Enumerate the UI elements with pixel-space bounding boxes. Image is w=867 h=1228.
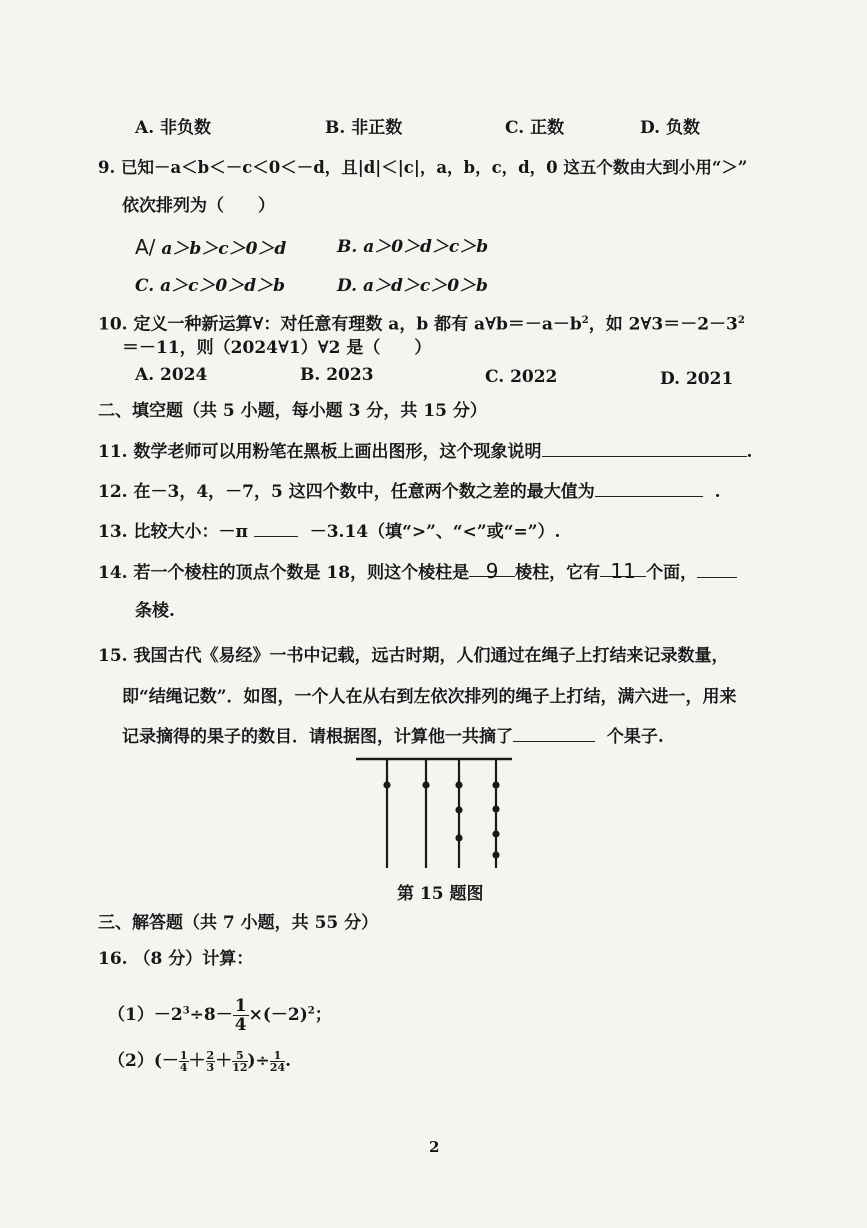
q8-option-c: C. 正数 [505, 118, 565, 138]
q12: 12. 在－3，4，－7，5 这四个数中，任意两个数之差的最大值为 . [98, 482, 721, 502]
q12-answer-blank[interactable] [595, 480, 703, 497]
q9-option-d: D. a＞d＞c＞0＞b [337, 276, 488, 296]
knot [455, 834, 462, 841]
figure-caption: 第 15 题图 [397, 884, 484, 904]
q9-option-b: B. a＞0＞d＞c＞b [337, 237, 489, 257]
q8-option-b: B. 非正数 [325, 118, 403, 138]
q16-title: 16. （8 分）计算： [98, 949, 254, 969]
q14-answer-blank-3[interactable] [697, 561, 737, 578]
q15-answer-blank[interactable] [513, 725, 595, 742]
page-number: 2 [429, 1138, 440, 1156]
fraction: $\frac{1}{4}$ [179, 1049, 188, 1074]
q13: 13. 比较大小：－π －3.14（填“>”、“<”或“=”）. [98, 522, 561, 542]
q16-part1: $(1)-2^3\div 8-$ $\frac{1}{4}$ $\times(-2)^2$； [108, 996, 332, 1035]
q8-option-d: D. 负数 [640, 118, 700, 138]
q15-line3: 记录摘得的果子的数目．请根据图，计算他一共摘了 个果子. [122, 727, 664, 747]
q9-option-a: A/ a＞b＞c＞0＞d [135, 235, 287, 259]
q11: 11. 数学老师可以用粉笔在黑板上画出图形，这个现象说明 . [98, 442, 753, 462]
q9-stem-line1: 9. 已知－a＜b＜－c＜0＜－d，且|d|＜|c|，a，b，c，d，0 这五个数由大到小用“＞” [98, 158, 748, 177]
q15-line2: 即“结绳记数”．如图，一个人在从右到左依次排列的绳子上打结，满六进一，用来 [122, 687, 737, 707]
q14: 14. 若一个棱柱的顶点个数是 18，则这个棱柱是 9 棱柱，它有 11 个面， [98, 560, 737, 584]
q14-line2: 条棱. [135, 601, 175, 621]
q11-answer-blank[interactable] [542, 440, 747, 457]
q15-line1: 15. 我国古代《易经》一书中记载，远古时期，人们通过在绳子上打结来记录数量， [98, 646, 729, 666]
fraction: $\frac{2}{3}$ [206, 1049, 215, 1074]
knot [492, 805, 499, 812]
knot [492, 830, 499, 837]
q10-option-d: D. 2021 [660, 369, 734, 389]
q10-option-b: B. 2023 [300, 365, 374, 385]
q9-option-c: C. a＞c＞0＞d＞b [135, 276, 286, 296]
q13-answer-blank[interactable] [254, 520, 298, 537]
knotted-rope-figure [350, 752, 520, 877]
knot [455, 806, 462, 813]
section-2-heading: 二、填空题（共 5 小题，每小题 3 分，共 15 分） [98, 401, 487, 421]
knot [455, 781, 462, 788]
section-3-heading: 三、解答题（共 7 小题，共 55 分） [98, 913, 379, 933]
fraction: $\frac{5}{12}$ [232, 1049, 248, 1074]
q8-option-a: A. 非负数 [135, 118, 212, 138]
q14-answer-blank-1[interactable]: 9 [469, 560, 515, 577]
q10-option-a: A. 2024 [135, 365, 208, 385]
q14-answer-blank-2[interactable]: 11 [600, 560, 646, 577]
knot [383, 781, 390, 788]
fraction: $\frac{1}{4}$ [234, 996, 247, 1035]
q10-option-c: C. 2022 [485, 367, 558, 387]
q16-part2: （2）(－ $\frac{1}{4}$ ＋ $\frac{2}{3}$ ＋ $\frac{5}{12}$ )÷ $\frac{1}{24}$ . [108, 1049, 292, 1074]
knot [492, 851, 499, 858]
q10-stem-line1: 10. 定义一种新运算∀：对任意有理数 a，b 都有 $a\forall b=-a-b^2$，如 $2\forall 3=-2-3^2$ [98, 314, 745, 335]
knot [492, 781, 499, 788]
fraction: $\frac{1}{24}$ [269, 1049, 286, 1074]
knot [422, 781, 429, 788]
q10-stem-line2: ＝－11，则（2024∀1）∀2 是（ ） [122, 338, 432, 358]
q9-stem-line2: 依次排列为（ ） [122, 196, 275, 216]
handwritten-check-mark: A/ [135, 235, 156, 259]
